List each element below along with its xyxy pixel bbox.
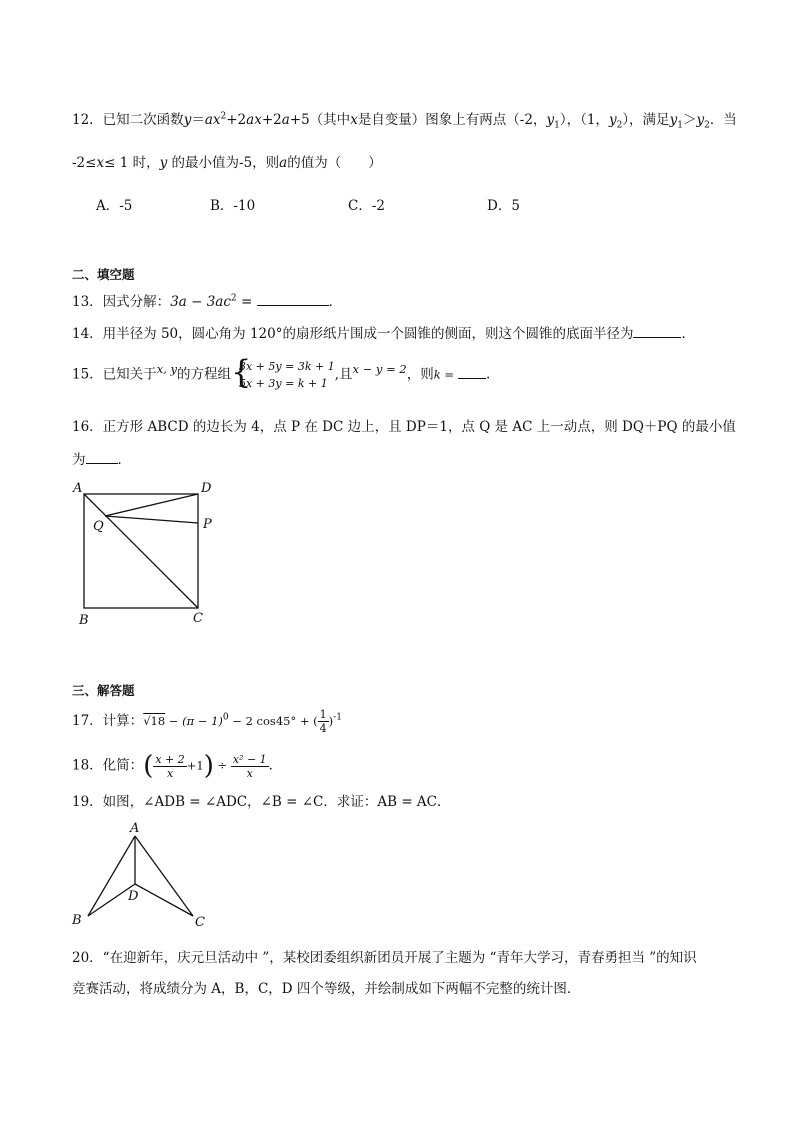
label-d: D [128,889,139,904]
segment-ab [88,836,135,916]
q15-answer-blank[interactable] [458,366,486,379]
q18-fraction-2: $\frac{\text{x² − 1}}{x}$ [232,752,267,780]
segment-dq [105,494,198,516]
section-answer-questions-heading: 三、解答题 [72,683,135,698]
label-p: P [203,517,212,532]
q16-line2: 为 ． [72,452,131,468]
q13: 13．因式分解：$3a - 3ac^2$ = ． [72,293,343,310]
q12-option-b[interactable]: B．-10 [210,198,256,214]
label-b: B [72,913,82,928]
q17-fraction: $\frac{1}{4}$ [319,708,327,735]
q18-fraction-1: $\frac{x + 2}{x}$ [155,752,185,780]
q20-line1: 20．“在迎新年，庆元旦活动中 ”，某校团委组织新团员开展了主题为 “青年大学习，青春勇担当 ”的知识 [72,950,697,966]
q19-triangle-figure [68,818,218,934]
q19: 19．如图，∠ADB = ∠ADC，∠B = ∠C．求证：AB = AC． [72,794,451,810]
q12-line1: 12．已知二次函数$y=ax^2+2ax+2a+5$（其中x是自变量）图象上有两点（-2，$y_1$），（1，$y_2$），满足$y_1>y_2$．当 [72,111,737,131]
q16-line1: 16．正方形 ABCD 的边长为 4，点 P 在 DC 边上，且 DP＝1，点 Q 是 AC 上一动点，则 DQ＋PQ 的最小值 [72,419,736,435]
label-c: C [193,611,203,626]
q12-line2: -2≤x≤ 1 时，y 的最小值为-5，则a的值为（ ） [72,155,382,171]
diagonal-ac [84,494,198,608]
label-b: B [79,613,89,628]
q14-answer-blank[interactable] [633,325,681,338]
label-a: A [73,481,83,496]
q12-option-c[interactable]: C．-2 [348,198,385,214]
q16-answer-blank[interactable] [86,451,118,464]
q15: 15．已知关于x, y的方程组 { 3x + 5y = 3k + 1 5x + 3y = k + 1 ,且x − y = 2，则k = . [72,353,491,391]
q17: 17．计算：$√18 - (\pi - 1)^0 - 2$ cos45° + ( $\frac{1}{4}$ )$^{-1}$ [72,708,342,735]
q13-answer-blank[interactable] [257,293,329,306]
q12-option-d[interactable]: D．5 [487,198,520,214]
segment-pq [105,516,198,523]
label-a: A [130,821,140,836]
label-q: Q [93,519,104,534]
section-fill-in-blank-heading: 二、填空题 [72,267,135,282]
q20-line2: 竞赛活动，将成绩分为 A，B，C，D 四个等级，并绘制成如下两幅不完整的统计图． [72,981,581,997]
q16-square-figure [70,478,230,628]
label-d: D [201,481,212,496]
label-c: C [195,915,205,930]
q14: 14．用半径为 50，圆心角为 120°的扇形纸片围成一个圆锥的侧面，则这个圆锥的底面半径为 ． [72,326,695,342]
segment-dc [135,884,193,916]
q12-option-a[interactable]: A．-5 [96,198,133,214]
q15-equation-system: { 3x + 5y = 3k + 1 5x + 3y = k + 1 [230,353,335,391]
q18: 18．化简：( $\frac{x + 2}{x}$ +1) ÷ $\frac{\text{x² − 1}}{x}$ ． [72,751,283,781]
segment-ac [135,836,193,916]
